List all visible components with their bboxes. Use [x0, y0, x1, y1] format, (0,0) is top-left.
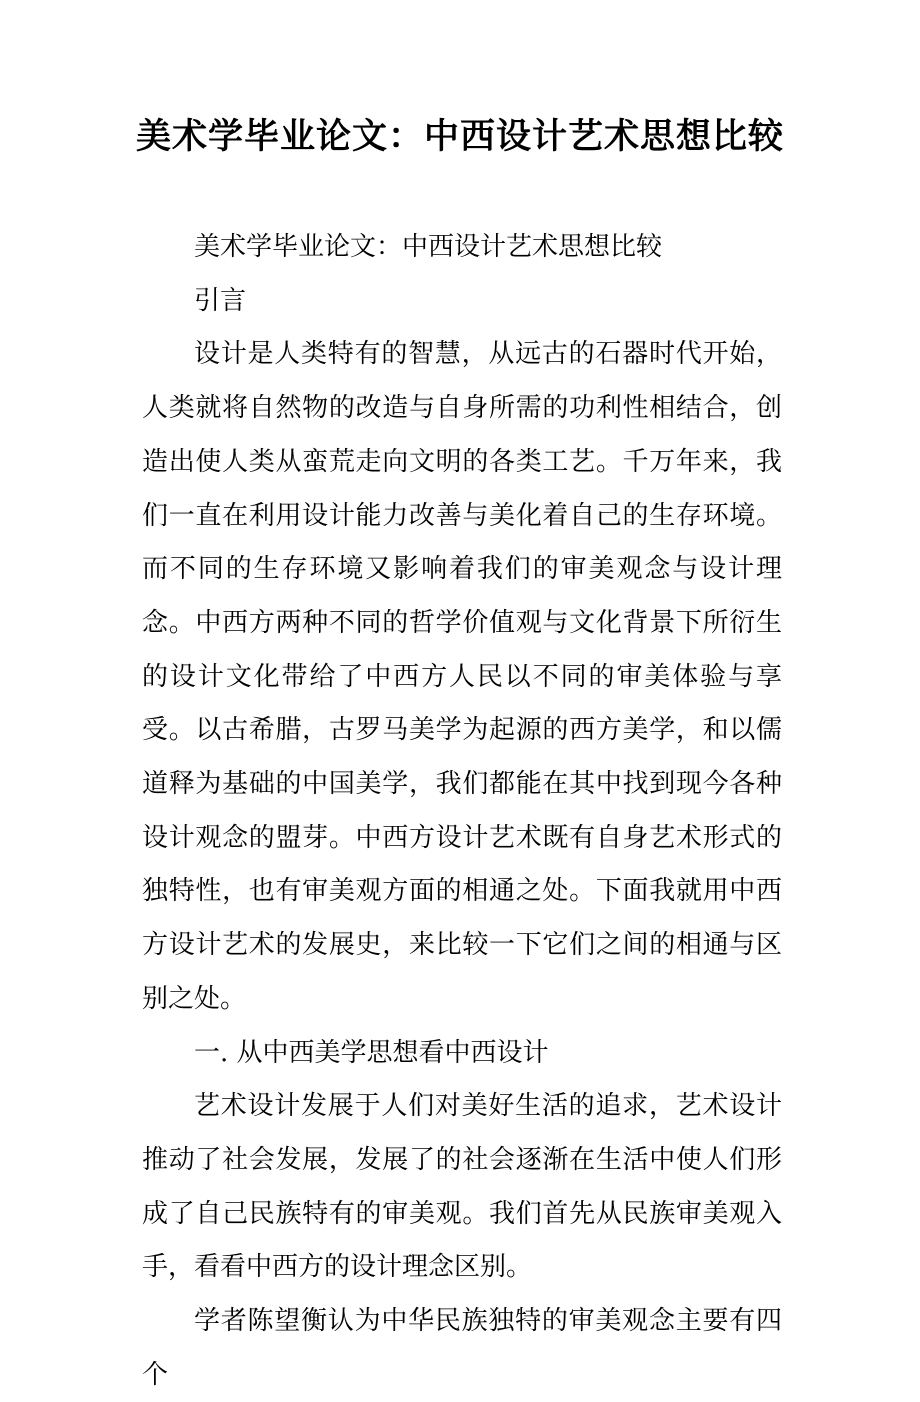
paragraph-intro-body: 设计是人类特有的智慧，从远古的石器时代开始，人类就将自然物的改造与自身所需的功利性相结合，创造出使人类从蛮荒走向文明的各类工艺。千万年来，我们一直在利用设计能力改善与美化着自己的生存环境。而不同的生存环境又影响着我们的审美观念与设计理念。中西方两种不同的哲学价值观与文化背景下所衍生的设计文化带给了中西方人民以不同的审美体验与享受。以古希腊，古罗马美学为起源的西方美学，和以儒道释为基础的中国美学，我们都能在其中找到现今各种设计观念的盟芽。中西方设计艺术既有自身艺术形式的独特性，也有审美观方面的相通之处。下面我就用中西方设计艺术的发展史，来比较一下它们之间的相通与区别之处。 [142, 339, 782, 1014]
paragraph-section-one-body: 艺术设计发展于人们对美好生活的追求，艺术设计推动了社会发展，发展了的社会逐渐在生活中使人们形成了自己民族特有的审美观。我们首先从民族审美观入手，看看中西方的设计理念区别。 [142, 1091, 782, 1283]
paragraph-intro-heading: 引言 [194, 285, 247, 316]
document-title: 美术学毕业论文：中西设计艺术思想比较 [135, 117, 784, 157]
paragraph-continuation: 学者陈望衡认为中华民族独特的审美观念主要有四个 [142, 1306, 782, 1390]
paragraph-section-one-heading: 一. 从中西美学思想看中西设计 [194, 1037, 549, 1068]
paragraph-subtitle: 美术学毕业论文：中西设计艺术思想比较 [194, 232, 663, 262]
document-body [142, 221, 782, 1402]
